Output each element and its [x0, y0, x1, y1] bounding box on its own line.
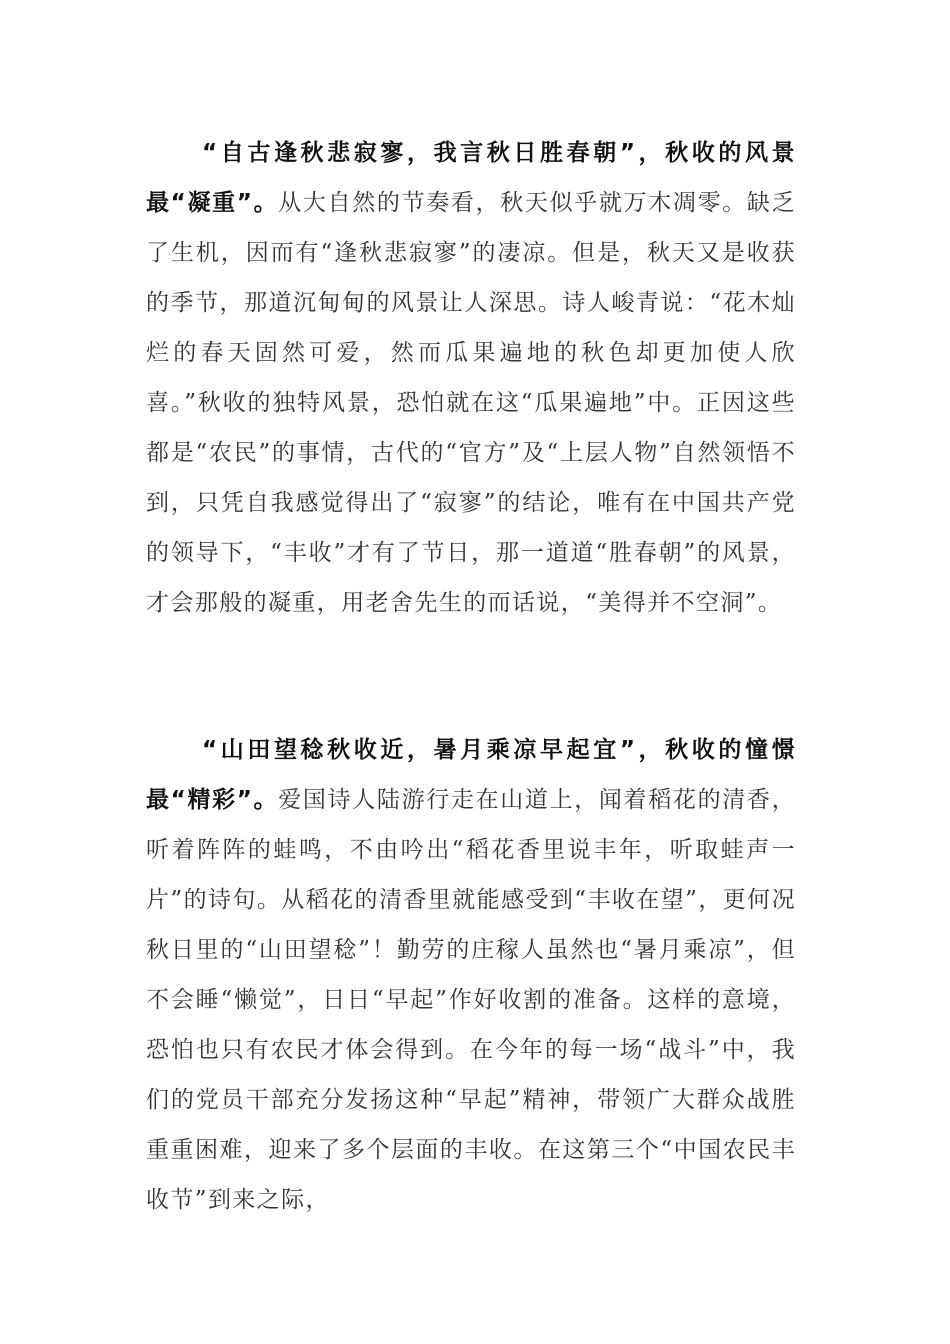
paragraph-autumn-hope	[146, 725, 796, 1225]
paragraph-body-text: 从大自然的节奏看，秋天似乎就万木凋零。缺乏了生机，因而有“逢秋悲寂寥”的凄凉。但是，秋天又是收获的季节，那道沉甸甸的风景让人深思。诗人峻青说：“花木灿烂的春天固然可爱，然而瓜果遍地的秋色却更加使人欣喜。”秋收的独特风景，恐怕就在这“瓜果遍地”中。正因这些都是“农民”的事情，古代的“官方”及“上层人物”自然领悟不到，只凭自我感觉得出了“寂寥”的结论，唯有在中国共产党的领导下，“丰收”才有了节日，那一道道“胜春朝”的风景，才会那般的凝重，用老舍先生的而话说，“美得并不空洞”。	[146, 190, 796, 616]
paragraph-lead-heading: “山田望稔秋收近，暑月乘凉早起宜”，秋收的憧憬最“精彩”。	[146, 737, 796, 813]
paragraph-autumn-scenery	[146, 128, 796, 628]
paragraph-body-text: 爱国诗人陆游行走在山道上，闻着稻花的清香，听着阵阵的蛙鸣，不由吟出“稻花香里说丰年，听取蛙声一片”的诗句。从稻花的清香里就能感受到“丰收在望”，更何况秋日里的“山田望稔”！勤劳的庄稼人虽然也“暑月乘凉”，但不会睡“懒觉”，日日“早起”作好收割的准备。这样的意境，恐怕也只有农民才体会得到。在今年的每一场“战斗”中，我们的党员干部充分发扬这种“早起”精神，带领广大群众战胜重重困难，迎来了多个层面的丰收。在这第三个“中国农民丰收节”到来之际，	[146, 787, 796, 1213]
paragraph-lead-heading: “自古逢秋悲寂寥，我言秋日胜春朝”，秋收的风景最“凝重”。	[146, 140, 796, 216]
